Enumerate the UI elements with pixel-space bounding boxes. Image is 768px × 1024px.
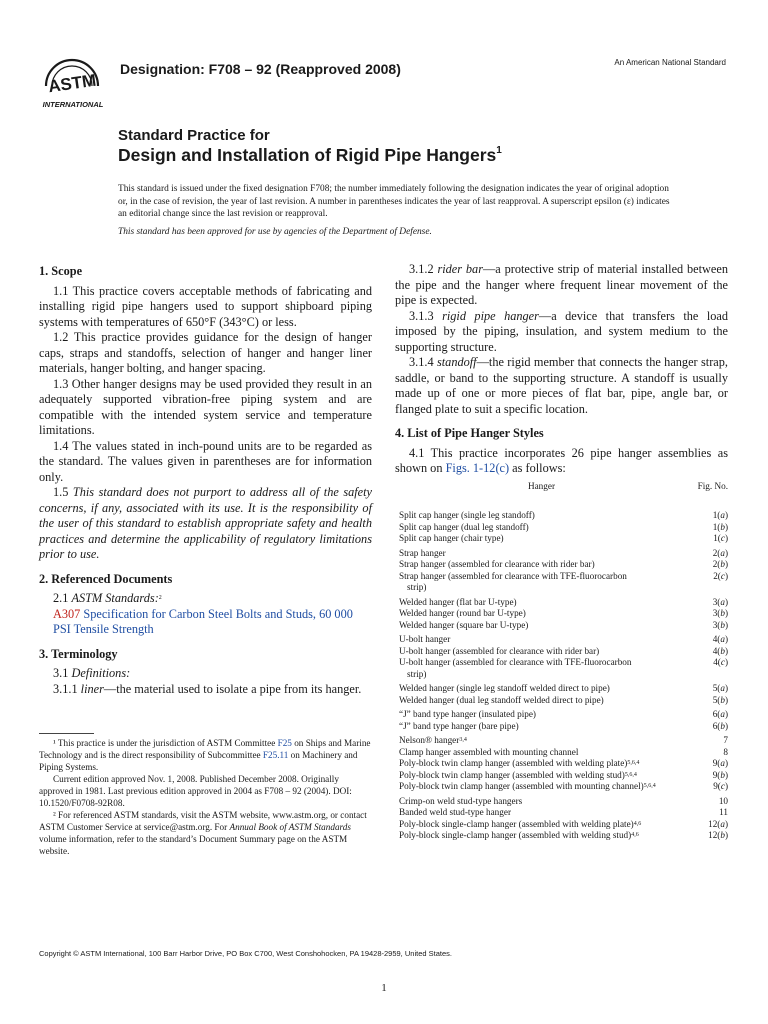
col-hanger: Hanger — [527, 480, 556, 491]
hanger-fig-no: 7 — [723, 735, 728, 745]
hanger-fig-no: 6(b) — [712, 720, 728, 731]
hanger-name-text: Clamp hanger assembled with mounting channel — [399, 746, 579, 757]
styles-p1 — [395, 446, 728, 477]
liner-text: —the material used to isolate a pipe from its hanger. — [103, 681, 362, 696]
hanger-footnote-mark: 3,4 — [459, 737, 467, 743]
logo-text-bottom: INTERNATIONAL — [42, 100, 104, 109]
rigid-num: 3.1.3 — [409, 308, 434, 323]
hanger-rows — [395, 510, 728, 842]
table-row — [395, 807, 728, 819]
hanger-name-text: “J” band type hanger (insulated pipe) — [399, 709, 536, 719]
def-rigid-pipe-hanger — [395, 309, 728, 356]
standoff-num: 3.1.4 — [409, 355, 434, 369]
hanger-name-text: Strap hanger (assembled for clearance with TFE-fluorocarbon — [399, 570, 627, 581]
fn1-mid: on Ships and Marine Technology and is the direct responsibility of Subcommittee — [39, 738, 371, 760]
hanger-name — [395, 819, 688, 831]
hanger-name — [395, 706, 688, 721]
hanger-name-text: Welded hanger (square bar U-type) — [399, 619, 529, 630]
hanger-name-text: Crimp-on weld stud-type hangers — [399, 795, 523, 806]
table-row — [395, 770, 728, 782]
section-scope — [39, 264, 372, 563]
hanger-name-continued: strip) — [407, 582, 427, 592]
hanger-fig-no: 6(a) — [712, 709, 728, 719]
hanger-footnote-mark: 5,6,4 — [643, 783, 656, 789]
hanger-name — [395, 747, 688, 759]
hanger-name — [395, 695, 688, 707]
hanger-name-continued: strip) — [407, 668, 427, 679]
hanger-fig-no: 10 — [718, 795, 728, 806]
hanger-footnote-mark: 5,6,4 — [627, 760, 640, 766]
ref-label: ASTM Standards: — [71, 591, 159, 605]
hanger-name — [395, 781, 688, 793]
hanger-name — [395, 830, 688, 842]
styles-p1-post: as follows: — [512, 461, 566, 475]
footnote-1b: Current edition approved Nov. 1, 2008. Published December 2008. Originally approved in 1981. Last previous edition approved in 2004 as F708 – 92 (2004). DOI: 10.1520/F0708-92R08. — [39, 774, 352, 808]
styles-p1-pre: 4.1 This practice incorporates 26 pipe hanger assemblies as shown on — [395, 445, 728, 475]
table-row — [395, 545, 728, 560]
hanger-name-text: Strap hanger — [399, 547, 446, 558]
table-row — [395, 781, 728, 793]
hanger-name — [395, 793, 688, 808]
rigid-term: rigid pipe hanger — [442, 308, 539, 323]
hanger-name-text: Welded hanger (flat bar U-type) — [399, 596, 517, 607]
hanger-fig-no: 1(c) — [713, 533, 728, 543]
hanger-fig-no: 1(b) — [712, 521, 728, 532]
hanger-footnote-mark: 4,6 — [633, 820, 642, 827]
hanger-name — [395, 758, 688, 770]
hanger-name-text: U-bolt hanger (assembled for clearance with TFE-fluorocarbon — [399, 657, 632, 667]
designation: Designation: F708 – 92 (Reapproved 2008) — [120, 61, 401, 77]
title-line2: Design and Installation of Rigid Pipe Hangers — [118, 145, 497, 165]
hanger-fig-no: 9(b) — [712, 769, 728, 780]
fn1-pre: ¹ This practice is under the jurisdiction of ASTM Committee — [53, 738, 276, 748]
liner-num: 3.1.1 — [53, 681, 78, 696]
hanger-fig-no: 3(b) — [712, 619, 728, 630]
copyright-notice: Copyright © ASTM International, 100 Barr Harbor Drive, PO Box C700, West Conshohocken, PA 19428-2959, United States. — [39, 949, 452, 958]
scope-p5 — [39, 485, 372, 563]
hanger-footnote-mark: 5,6,4 — [624, 771, 637, 778]
hanger-name-text: Poly-block twin clamp hanger (assembled with welding plate) — [399, 758, 628, 768]
hanger-name-text: Poly-block single-clamp hanger (assembled with welding stud) — [399, 830, 632, 840]
hanger-name — [395, 721, 688, 733]
ref-num: 2.1 — [53, 591, 69, 605]
scope-p5-text: This standard does not purport to address all of the safety concerns, if any, associated with its use. It is the responsibility of the user of this standard to establish appropriate safety and health practices and determine the applicability of regulatory limitations prior to use. — [39, 485, 372, 561]
scope-heading: 1. Scope — [39, 264, 83, 278]
hanger-name-text: Strap hanger (assembled for clearance with rider bar) — [399, 559, 595, 569]
hanger-name — [395, 594, 688, 609]
table-row — [395, 608, 728, 620]
rigid-text: —a device that transfers the load imposed by the piping, insulation, and system medium to the supporting structure. — [395, 308, 729, 354]
table-row — [395, 620, 728, 632]
hanger-fig-no: 12(a) — [708, 818, 728, 829]
hanger-name — [395, 608, 688, 620]
def-rider-bar — [395, 262, 728, 309]
table-row — [395, 646, 728, 658]
table-row — [395, 631, 728, 646]
scope-p3: 1.3 Other hanger designs may be used provided they result in an adequately supported vibration-free piping system and are compatible with the intended system service and temperature limitations. — [39, 376, 372, 437]
hanger-name — [395, 680, 688, 695]
hanger-name-text: Welded hanger (single leg standoff welded direct to pipe) — [399, 683, 610, 693]
hanger-fig-no: 1(a) — [712, 510, 728, 520]
liner-term: liner — [80, 681, 104, 696]
def-num: 3.1 — [53, 666, 69, 680]
scope-p5-num: 1.5 — [53, 485, 69, 499]
footnote-rule — [39, 733, 94, 734]
hanger-name — [395, 646, 688, 658]
terminology-continued — [395, 262, 728, 417]
title-footnote-mark: 1 — [496, 145, 502, 156]
hanger-name-text: Poly-block single-clamp hanger (assembled with welding plate) — [399, 818, 634, 829]
hanger-name — [395, 533, 688, 545]
right-column — [395, 262, 728, 851]
hanger-footnote-mark: 4,6 — [631, 832, 639, 838]
hanger-name — [395, 510, 688, 522]
hanger-fig-no: 9(c) — [713, 781, 728, 791]
def-liner — [39, 682, 372, 698]
hanger-name-text: Welded hanger (dual leg standoff welded direct to pipe) — [399, 694, 604, 705]
hanger-fig-no: 8 — [723, 746, 728, 757]
table-row — [395, 657, 728, 680]
table-row — [395, 522, 728, 534]
section-referenced-documents — [39, 572, 372, 638]
subcommittee-f25-11-link[interactable]: F25.11 — [262, 750, 289, 760]
col-fig-no: Fig. No. — [697, 480, 728, 491]
standoff-term: standoff — [436, 355, 477, 369]
definitions-label — [39, 666, 372, 682]
table-row — [395, 721, 728, 733]
table-row — [395, 594, 728, 609]
section-terminology — [39, 647, 372, 698]
def-label: Definitions: — [71, 666, 131, 680]
page-title — [118, 145, 502, 166]
table-row — [395, 747, 728, 759]
scope-p1: 1.1 This practice covers acceptable methods of fabricating and installing rigid pipe hangers used to support shipboard piping systems with temperatures of 650°F (343°C) or less. — [39, 283, 372, 329]
hanger-name-text: Welded hanger (round bar U-type) — [399, 608, 526, 618]
hanger-name — [395, 807, 688, 819]
hanger-name-text: U-bolt hanger (assembled for clearance with rider bar) — [399, 645, 600, 656]
hanger-name — [395, 559, 688, 571]
hanger-name-text: Split cap hanger (single leg standoff) — [399, 510, 535, 520]
table-row — [395, 830, 728, 842]
hanger-name-text: U-bolt hanger — [399, 634, 451, 644]
footnotes — [39, 733, 372, 857]
hanger-fig-no: 4(b) — [712, 645, 728, 656]
hanger-fig-no: 2(a) — [712, 547, 728, 558]
standoff-text: —the rigid member that connects the hanger strap, saddle, or band to the supporting structure. A standoff is usually made up of one or more pieces of flat bar, pipe, angle bar, or flanged plate to suit a specific location. — [395, 355, 728, 416]
table-row — [395, 533, 728, 545]
table-row — [395, 571, 728, 594]
fn2-italic: Annual Book of ASTM Standards — [229, 822, 351, 832]
hanger-name — [395, 631, 688, 646]
scope-p2: 1.2 This practice provides guidance for the design of hanger caps, straps and standoffs, selection of hanger and hanger liner materials, hanger bolting, and hanger spacing. — [39, 330, 372, 375]
section-hanger-styles — [395, 426, 728, 842]
hanger-name-text: Split cap hanger (chair type) — [399, 533, 504, 543]
figs-link[interactable]: Figs. 1-12(c) — [445, 461, 510, 475]
committee-f25-link[interactable]: F25 — [277, 738, 292, 748]
table-row — [395, 732, 728, 747]
table-row — [395, 793, 728, 808]
table-row — [395, 559, 728, 571]
hanger-fig-no: 3(a) — [712, 596, 728, 607]
hanger-name — [395, 545, 688, 560]
hanger-fig-no: 5(b) — [712, 694, 728, 705]
hanger-fig-no: 11 — [719, 807, 728, 817]
fn2-post: volume information, refer to the standard’s Document Summary page on the ASTM website. — [39, 834, 348, 856]
hanger-name-text: Banded weld stud-type hanger — [399, 807, 512, 817]
table-row — [395, 510, 728, 522]
hanger-name-text: Nelson® hanger — [399, 735, 460, 745]
page-number: 1 — [381, 982, 387, 994]
hanger-name — [395, 732, 688, 747]
hanger-name-text: Split cap hanger (dual leg standoff) — [399, 521, 529, 532]
footnote-2 — [39, 809, 372, 857]
scope-p4: 1.4 The values stated in inch-pound units are to be regarded as the standard. The values given in parentheses are for information only. — [39, 438, 372, 484]
hanger-name-text: Poly-block twin clamp hanger (assembled with mounting channel) — [399, 781, 644, 791]
table-row — [395, 695, 728, 707]
hanger-fig-no: 12(b) — [708, 830, 728, 840]
hanger-fig-no: 5(a) — [712, 683, 728, 693]
hanger-name-text: Poly-block twin clamp hanger (assembled with welding stud) — [399, 769, 625, 780]
astm-standards-label — [39, 591, 372, 607]
hanger-fig-no: 4(a) — [712, 634, 728, 644]
hanger-fig-no: 2(c) — [713, 570, 728, 581]
title-line1: Standard Practice for — [118, 127, 270, 144]
issued-statement: This standard is issued under the fixed designation F708; the number immediately following the designation indicates the year of original adoption or, in the case of revision, the year of last revision. A number in parentheses indicates the year of last reapproval. A superscript epsilon (ε) indicates an editorial change since the last revision or reapproval. — [118, 184, 670, 220]
hanger-name — [395, 770, 688, 782]
table-row — [395, 680, 728, 695]
left-column — [39, 262, 372, 706]
hanger-name — [395, 571, 688, 594]
reference-a307-link[interactable] — [39, 607, 372, 638]
logo-text-top: ASTM — [47, 70, 98, 97]
hanger-name — [395, 657, 688, 680]
fn1-post: on Machinery and Piping Systems. — [39, 750, 358, 772]
hanger-fig-no: 2(b) — [712, 559, 728, 569]
hanger-fig-no: 4(c) — [713, 657, 728, 667]
ref-code[interactable]: A307 — [53, 606, 81, 621]
table-row — [395, 758, 728, 770]
ref-footnote-mark: 2 — [158, 595, 162, 601]
table-header-row — [395, 477, 728, 511]
footnote-1 — [39, 737, 372, 773]
table-row — [395, 819, 728, 831]
terminology-heading: 3. Terminology — [39, 646, 118, 661]
rider-text: —a protective strip of material installed between the pipe and the hanger where frequent linear movement of the pipe is expected. — [395, 262, 728, 307]
fn2-pre: ² For referenced ASTM standards, visit the ASTM website, www.astm.org, or contact ASTM Customer Service at service@astm.org. For — [39, 810, 367, 832]
astm-logo — [36, 52, 116, 110]
hanger-name — [395, 522, 688, 534]
rider-num: 3.1.2 — [409, 262, 434, 276]
rider-term: rider bar — [437, 262, 483, 276]
hanger-name — [395, 620, 688, 632]
styles-heading: 4. List of Pipe Hanger Styles — [395, 426, 544, 440]
hanger-fig-no: 3(b) — [712, 608, 728, 618]
hanger-fig-no: 9(a) — [712, 758, 728, 768]
hanger-styles-table — [395, 477, 728, 842]
ref-title[interactable]: Specification for Carbon Steel Bolts and Studs, 60 000 PSI Tensile Strength — [53, 606, 353, 636]
def-standoff — [395, 355, 728, 417]
national-standard-label: An American National Standard — [614, 58, 726, 67]
table-row — [395, 706, 728, 721]
referenced-heading: 2. Referenced Documents — [39, 571, 173, 586]
dod-approval-note: This standard has been approved for use by agencies of the Department of Defense. — [118, 227, 432, 237]
hanger-name-text: “J” band type hanger (bare pipe) — [399, 720, 519, 731]
